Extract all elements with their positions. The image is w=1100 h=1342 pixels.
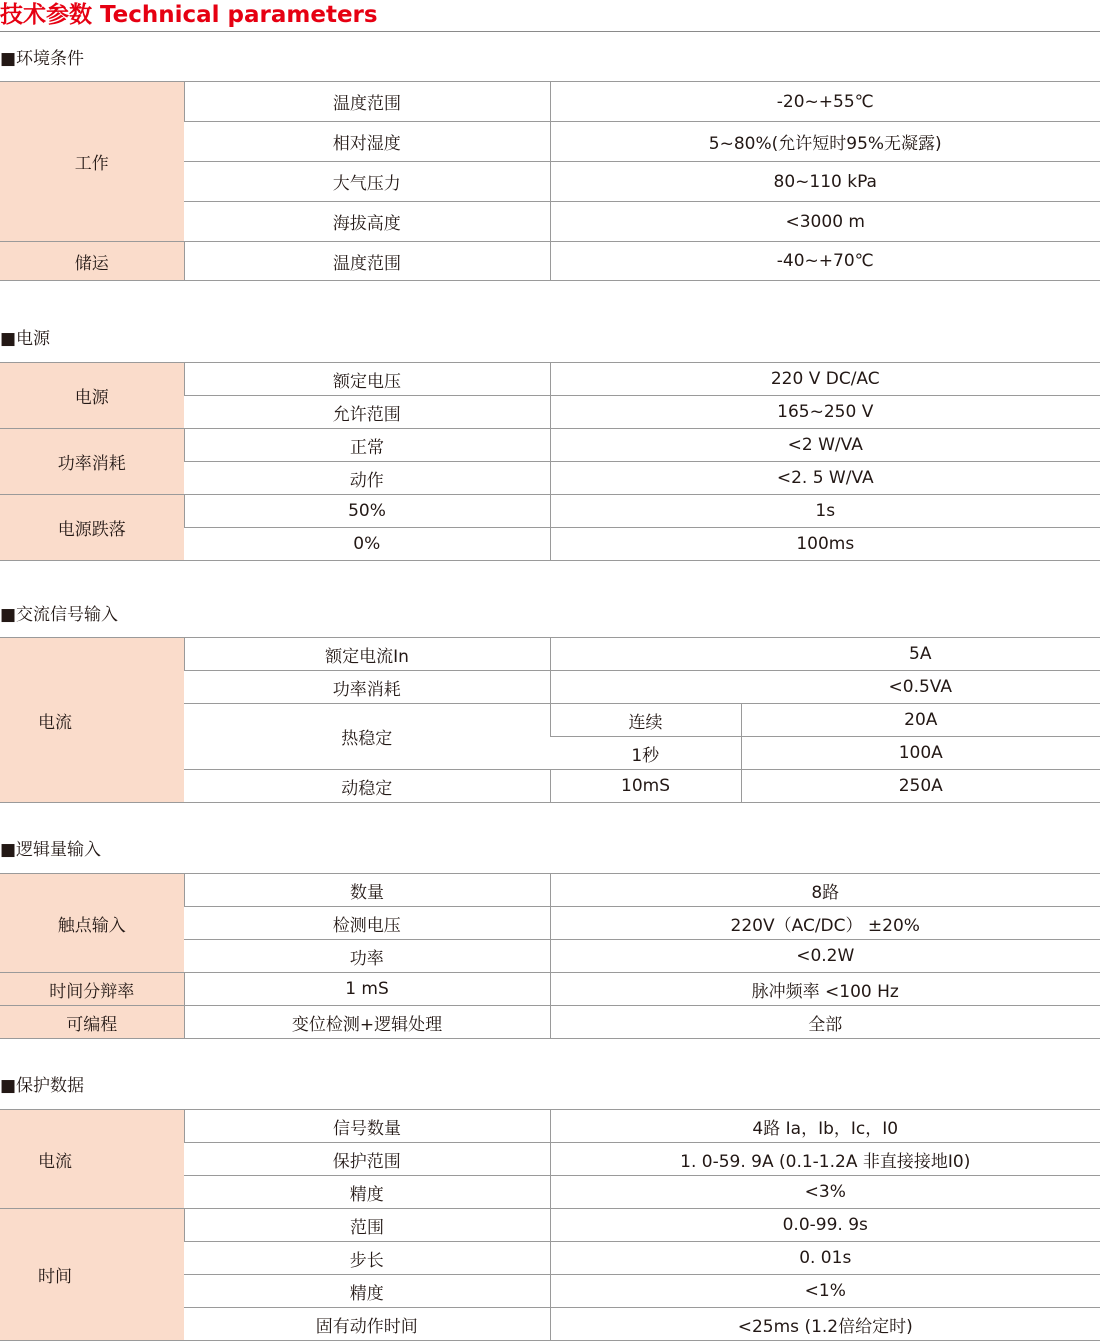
item-cell: 信号数量: [184, 1110, 550, 1143]
value-cell: <25ms (1.2倍给定时): [550, 1308, 1100, 1341]
section-title-logic-input: ■逻辑量输入: [0, 840, 102, 860]
value-cell: 5A: [550, 638, 1100, 671]
item-cell: 相对湿度: [184, 122, 550, 162]
category-cell: 触点输入: [0, 874, 184, 973]
section-title-environment: ■环境条件: [0, 49, 85, 69]
category-cell: 电源: [0, 363, 184, 429]
power-table: [0, 362, 1100, 561]
item-cell: 温度范围: [184, 242, 550, 281]
logic-input-table: [0, 873, 1100, 1039]
value-cell: <0.2W: [550, 940, 1100, 973]
item-cell: 额定电压: [184, 363, 550, 396]
sub-item-cell: 1秒: [550, 737, 741, 770]
item-cell: 功率: [184, 940, 550, 973]
table-row: [0, 82, 1100, 122]
item-cell: 海拔高度: [184, 202, 550, 242]
page-title: 技术参数 Technical parameters: [0, 2, 378, 28]
value-cell: 100A: [741, 737, 1100, 770]
item-cell: 范围: [184, 1209, 550, 1242]
value-cell: 20A: [741, 704, 1100, 737]
sub-item-cell: 连续: [550, 704, 741, 737]
item-cell: 动作: [184, 462, 550, 495]
item-cell: 动稳定: [184, 770, 550, 803]
value-cell: 80~110 kPa: [550, 162, 1100, 202]
table-row: [0, 495, 1100, 528]
protection-table: [0, 1109, 1100, 1341]
table-row: [0, 242, 1100, 281]
sub-item-cell: 10mS: [550, 770, 741, 803]
table-row: [0, 638, 1100, 671]
value-cell: <2. 5 W/VA: [550, 462, 1100, 495]
table-row: [0, 429, 1100, 462]
value-cell: 全部: [550, 1006, 1100, 1039]
category-cell: 电流: [0, 1110, 184, 1209]
item-cell: 精度: [184, 1176, 550, 1209]
item-cell: 检测电压: [184, 907, 550, 940]
value-cell: <3000 m: [550, 202, 1100, 242]
item-cell: 步长: [184, 1242, 550, 1275]
category-cell: 功率消耗: [0, 429, 184, 495]
item-cell: 精度: [184, 1275, 550, 1308]
environment-table: [0, 81, 1100, 281]
item-cell: 正常: [184, 429, 550, 462]
category-cell: 电源跌落: [0, 495, 184, 561]
value-cell: 4路 Ia，Ib，Ic，I0: [550, 1110, 1100, 1143]
value-cell: <1%: [550, 1275, 1100, 1308]
value-cell: <2 W/VA: [550, 429, 1100, 462]
item-cell: 变位检测+逻辑处理: [184, 1006, 550, 1039]
title-divider: [0, 31, 1100, 32]
table-row: [0, 1110, 1100, 1143]
value-cell: 100ms: [550, 528, 1100, 561]
value-cell: 5~80%(允许短时95%无凝露): [550, 122, 1100, 162]
value-cell: 1s: [550, 495, 1100, 528]
value-cell: 220 V DC/AC: [550, 363, 1100, 396]
value-cell: -20~+55℃: [550, 82, 1100, 122]
value-cell: 250A: [741, 770, 1100, 803]
value-cell: <3%: [550, 1176, 1100, 1209]
section-title-power: ■电源: [0, 329, 51, 349]
value-cell: 1. 0-59. 9A (0.1-1.2A 非直接接地I0): [550, 1143, 1100, 1176]
item-cell: 数量: [184, 874, 550, 907]
value-cell: -40~+70℃: [550, 242, 1100, 281]
item-cell: 温度范围: [184, 82, 550, 122]
item-cell: 热稳定: [184, 704, 550, 770]
value-cell: 脉冲频率 <100 Hz: [550, 973, 1100, 1006]
category-cell: 时间: [0, 1209, 184, 1341]
item-cell: 固有动作时间: [184, 1308, 550, 1341]
item-cell: 50%: [184, 495, 550, 528]
value-cell: 165~250 V: [550, 396, 1100, 429]
table-row: [0, 363, 1100, 396]
item-cell: 允许范围: [184, 396, 550, 429]
item-cell: 大气压力: [184, 162, 550, 202]
table-row: [0, 874, 1100, 907]
category-cell: 时间分辩率: [0, 973, 184, 1006]
ac-input-table: [0, 637, 1100, 803]
section-title-protection: ■保护数据: [0, 1076, 85, 1096]
value-cell: 0.0-99. 9s: [550, 1209, 1100, 1242]
item-cell: 额定电流In: [184, 638, 550, 671]
category-cell: 电流: [0, 638, 184, 803]
item-cell: 功率消耗: [184, 671, 550, 704]
item-cell: 保护范围: [184, 1143, 550, 1176]
section-title-ac-input: ■交流信号输入: [0, 605, 119, 625]
table-row: [0, 1209, 1100, 1242]
category-cell: 可编程: [0, 1006, 184, 1039]
value-cell: 0. 01s: [550, 1242, 1100, 1275]
item-cell: 0%: [184, 528, 550, 561]
value-cell: 8路: [550, 874, 1100, 907]
table-row: [0, 973, 1100, 1006]
table-row: [0, 1006, 1100, 1039]
value-cell: 220V（AC/DC） ±20%: [550, 907, 1100, 940]
category-cell: 工作: [0, 82, 184, 242]
item-cell: 1 mS: [184, 973, 550, 1006]
category-cell: 储运: [0, 242, 184, 281]
value-cell: <0.5VA: [550, 671, 1100, 704]
